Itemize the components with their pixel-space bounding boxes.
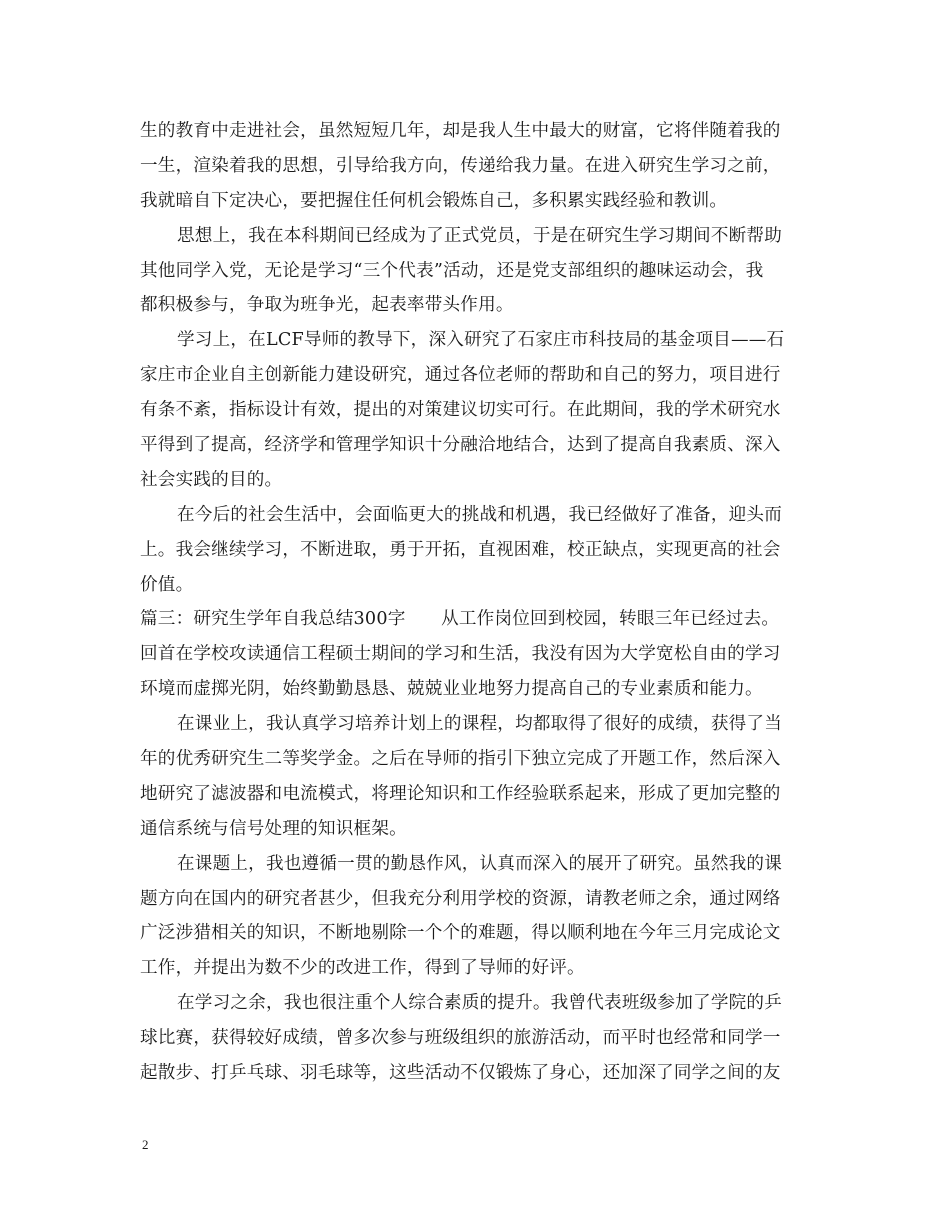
text-line: 地研究了滤波器和电流模式，将理论知识和工作经验联系起来，形成了更加完整的 xyxy=(140,783,781,804)
text-line: 年的优秀研究生二等奖学金。之后在导师的指引下独立完成了开题工作，然后深入 xyxy=(140,749,781,770)
text-line: 我就暗自下定决心，要把握住任何机会锻炼自己，多积累实践经验和教训。 xyxy=(140,190,728,211)
body-text xyxy=(140,114,816,1091)
text-line: 生的教育中走进社会，虽然短短几年，却是我人生中最大的财富，它将伴随着我的 xyxy=(140,121,781,141)
text-line: 环境而虚掷光阴，始终勤勤恳恳、兢兢业业地努力提高自己的专业素质和能力。 xyxy=(140,679,763,700)
text-line: 球比赛，获得较好成绩，曾多次参与班级组织的旅游活动，而平时也经常和同学一 xyxy=(140,1028,781,1049)
text-line: 题方向在国内的研究者甚少，但我充分利用学校的资源，请教老师之余，通过网络 xyxy=(140,888,781,909)
text-line: 思想上，我在本科期间已经成为了正式党员，于是在研究生学习期间不断帮助 xyxy=(177,225,782,246)
text-line: 篇三：研究生学年自我总结300字 从工作岗位回到校园，转眼三年已经过去。 xyxy=(140,609,780,630)
text-line: 价值。 xyxy=(140,574,194,595)
text-line: 在今后的社会生活中，会面临更大的挑战和机遇，我已经做好了准备，迎头而 xyxy=(177,504,782,525)
text-line: 回首在学校攻读通信工程硕士期间的学习和生活，我没有因为大学宽松自由的学习 xyxy=(140,644,781,665)
text-line: 在课题上，我也遵循一贯的勤恳作风，认真而深入的展开了研究。虽然我的课 xyxy=(177,853,782,874)
page-number: 2 xyxy=(142,1137,149,1152)
text-line: 在课业上，我认真学习培养计划上的课程，均都取得了很好的成绩，获得了当 xyxy=(177,714,782,735)
text-line: 家庄市企业自主创新能力建设研究，通过各位老师的帮助和自己的努力，项目进行 xyxy=(140,365,781,386)
text-line: 学习上，在LCF导师的教导下，深入研究了石家庄市科技局的基金项目——石 xyxy=(177,330,785,351)
text-line: 社会实践的目的。 xyxy=(140,469,283,490)
text-line: 有条不紊，指标设计有效，提出的对策建议切实可行。在此期间，我的学术研究水 xyxy=(140,400,781,421)
text-line: 其他同学入党，无论是学习“三个代表”活动，还是党支部组织的趣味运动会，我 xyxy=(140,260,764,281)
text-line: 通信系统与信号处理的知识框架。 xyxy=(140,818,407,839)
text-line: 在学习之余，我也很注重个人综合素质的提升。我曾代表班级参加了学院的乒 xyxy=(177,993,782,1014)
text-line: 工作，并提出为数不少的改进工作，得到了导师的好评。 xyxy=(140,958,585,979)
text-line: 起散步、打乒乓球、羽毛球等，这些活动不仅锻炼了身心，还加深了同学之间的友 xyxy=(140,1063,781,1084)
text-line: 都积极参与，争取为班争光，起表率带头作用。 xyxy=(140,295,514,316)
text-line: 一生，渲染着我的思想，引导给我方向，传递给我力量。在进入研究生学习之前， xyxy=(140,155,781,176)
text-line: 平得到了提高，经济学和管理学知识十分融洽地结合，达到了提高自我素质、深入 xyxy=(140,435,781,456)
text-line: 广泛涉猎相关的知识，不断地剔除一个个的难题，得以顺利地在今年三月完成论文 xyxy=(140,923,781,944)
text-line: 上。我会继续学习，不断进取，勇于开拓，直视困难，校正缺点，实现更高的社会 xyxy=(140,539,781,560)
